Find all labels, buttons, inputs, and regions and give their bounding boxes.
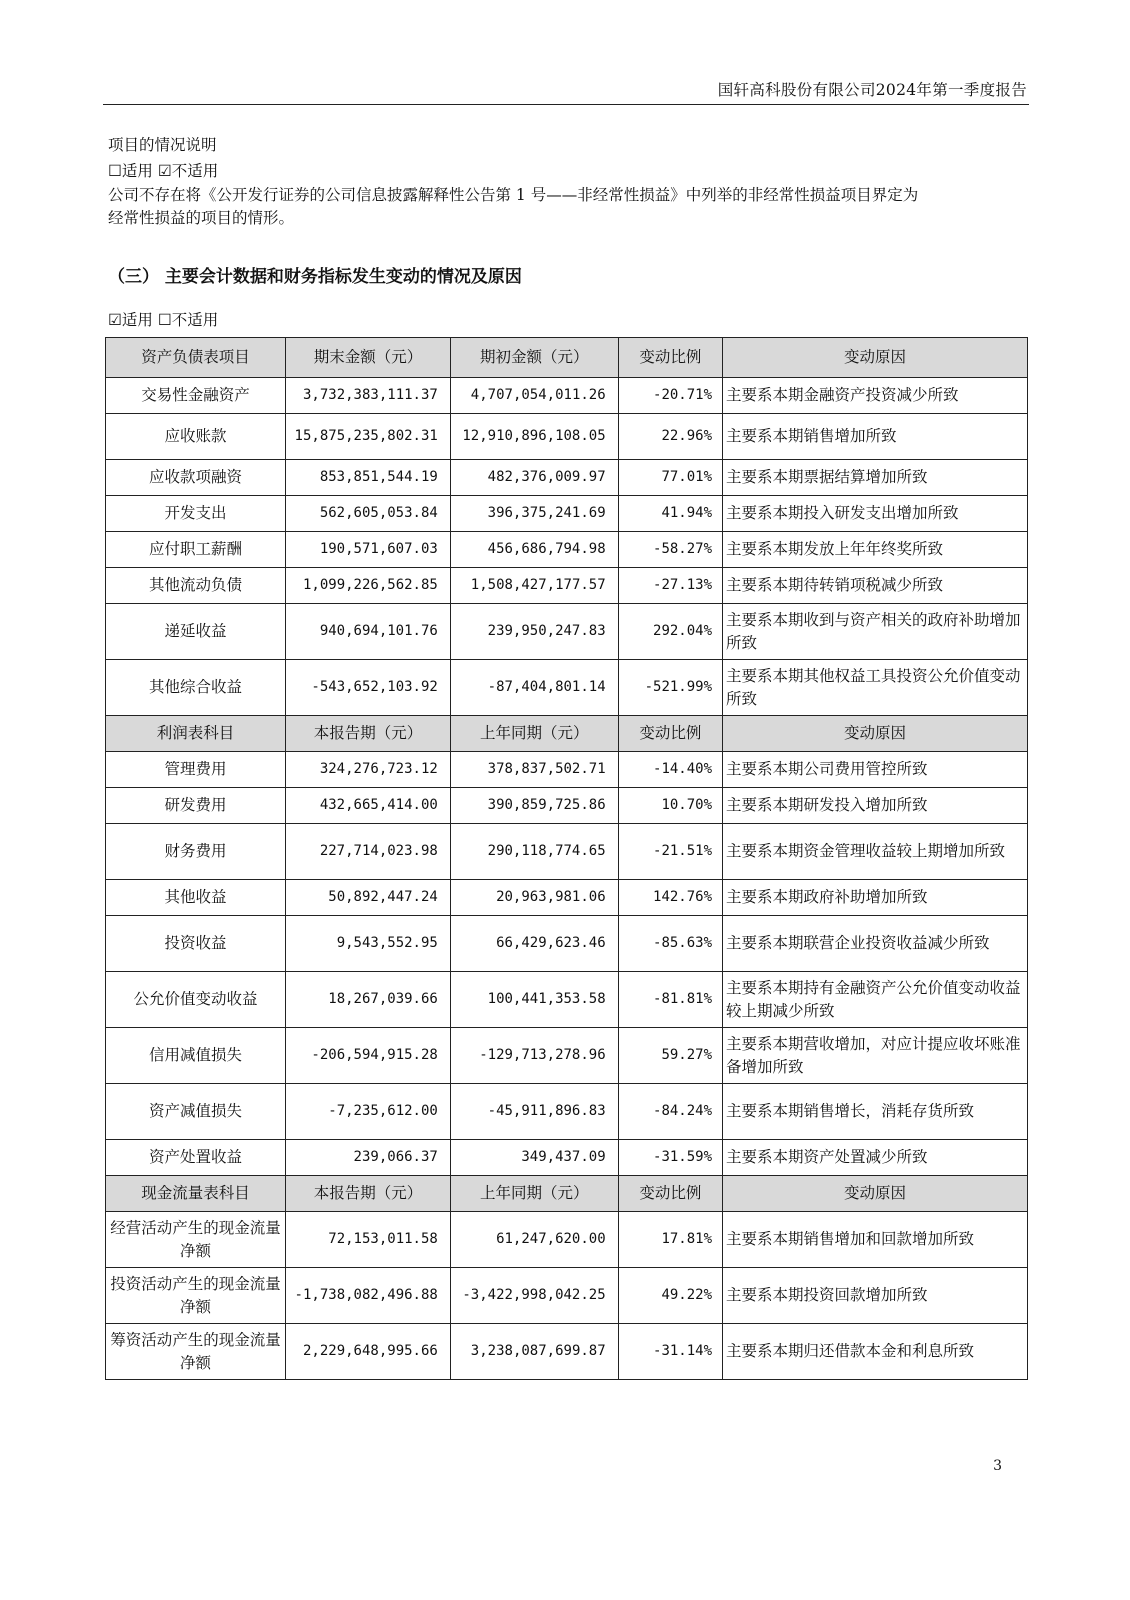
table-header-cell: 上年同期（元） bbox=[450, 716, 618, 752]
report-header-title: 国轩高科股份有限公司2024年第一季度报告 bbox=[717, 81, 1027, 99]
current-amount-cell: 3,732,383,111.37 bbox=[286, 378, 451, 414]
table-header-cell: 变动比例 bbox=[618, 716, 722, 752]
change-reason-cell: 主要系本期政府补助增加所致 bbox=[723, 880, 1028, 916]
table-row bbox=[106, 916, 1028, 972]
table-row bbox=[106, 1212, 1028, 1268]
change-ratio-cell: 41.94% bbox=[618, 496, 722, 532]
item-name-cell: 财务费用 bbox=[106, 824, 286, 880]
change-reason-cell: 主要系本期销售增长，消耗存货所致 bbox=[723, 1084, 1028, 1140]
change-reason-cell: 主要系本期其他权益工具投资公允价值变动所致 bbox=[723, 660, 1028, 716]
change-ratio-cell: -84.24% bbox=[618, 1084, 722, 1140]
prior-amount-cell: 349,437.09 bbox=[450, 1140, 618, 1176]
prior-amount-cell: 396,375,241.69 bbox=[450, 496, 618, 532]
change-reason-cell: 主要系本期待转销项税减少所致 bbox=[723, 568, 1028, 604]
change-ratio-cell: -21.51% bbox=[618, 824, 722, 880]
item-name-cell: 应付职工薪酬 bbox=[106, 532, 286, 568]
current-amount-cell: 18,267,039.66 bbox=[286, 972, 451, 1028]
change-reason-cell: 主要系本期金融资产投资减少所致 bbox=[723, 378, 1028, 414]
page-number: 3 bbox=[993, 1458, 1002, 1474]
table-header-cell: 上年同期（元） bbox=[450, 1176, 618, 1212]
table-header-cell: 变动比例 bbox=[618, 338, 722, 378]
prior-amount-cell: -45,911,896.83 bbox=[450, 1084, 618, 1140]
item-name-cell: 资产减值损失 bbox=[106, 1084, 286, 1140]
change-ratio-cell: 17.81% bbox=[618, 1212, 722, 1268]
item-name-cell: 研发费用 bbox=[106, 788, 286, 824]
change-ratio-cell: -31.14% bbox=[618, 1324, 722, 1380]
change-ratio-cell: -58.27% bbox=[618, 532, 722, 568]
prior-amount-cell: 12,910,896,108.05 bbox=[450, 414, 618, 460]
current-amount-cell: 562,605,053.84 bbox=[286, 496, 451, 532]
change-reason-cell: 主要系本期资金管理收益较上期增加所致 bbox=[723, 824, 1028, 880]
section-checkbox-line: ☑适用 ☐不适用 bbox=[108, 311, 219, 329]
table-header-cell: 期末金额（元） bbox=[286, 338, 451, 378]
item-name-cell: 投资活动产生的现金流量净额 bbox=[106, 1268, 286, 1324]
current-amount-cell: 72,153,011.58 bbox=[286, 1212, 451, 1268]
table-row bbox=[106, 752, 1028, 788]
table-header-cell: 变动比例 bbox=[618, 1176, 722, 1212]
prior-amount-cell: 390,859,725.86 bbox=[450, 788, 618, 824]
item-name-cell: 公允价值变动收益 bbox=[106, 972, 286, 1028]
prior-amount-cell: 66,429,623.46 bbox=[450, 916, 618, 972]
table-row bbox=[106, 1140, 1028, 1176]
table-row bbox=[106, 496, 1028, 532]
current-amount-cell: 227,714,023.98 bbox=[286, 824, 451, 880]
table-header-cell: 变动原因 bbox=[723, 1176, 1028, 1212]
change-reason-cell: 主要系本期联营企业投资收益减少所致 bbox=[723, 916, 1028, 972]
table-row bbox=[106, 414, 1028, 460]
change-ratio-cell: 49.22% bbox=[618, 1268, 722, 1324]
financial-changes-table bbox=[105, 337, 1028, 1380]
prior-amount-cell: 1,508,427,177.57 bbox=[450, 568, 618, 604]
item-name-cell: 其他流动负债 bbox=[106, 568, 286, 604]
table-row bbox=[106, 880, 1028, 916]
item-name-cell: 应收款项融资 bbox=[106, 460, 286, 496]
current-amount-cell: 239,066.37 bbox=[286, 1140, 451, 1176]
current-amount-cell: 853,851,544.19 bbox=[286, 460, 451, 496]
item-name-cell: 经营活动产生的现金流量净额 bbox=[106, 1212, 286, 1268]
table-row bbox=[106, 1268, 1028, 1324]
change-reason-cell: 主要系本期公司费用管控所致 bbox=[723, 752, 1028, 788]
table-header-cell: 期初金额（元） bbox=[450, 338, 618, 378]
current-amount-cell: 1,099,226,562.85 bbox=[286, 568, 451, 604]
change-reason-cell: 主要系本期投入研发支出增加所致 bbox=[723, 496, 1028, 532]
table-row bbox=[106, 788, 1028, 824]
item-name-cell: 开发支出 bbox=[106, 496, 286, 532]
change-ratio-cell: 22.96% bbox=[618, 414, 722, 460]
prior-amount-cell: 378,837,502.71 bbox=[450, 752, 618, 788]
prior-amount-cell: 290,118,774.65 bbox=[450, 824, 618, 880]
table-header-cell: 利润表科目 bbox=[106, 716, 286, 752]
cash-flow-header-row bbox=[106, 1176, 1028, 1212]
prior-amount-cell: 3,238,087,699.87 bbox=[450, 1324, 618, 1380]
table-header-cell: 资产负债表项目 bbox=[106, 338, 286, 378]
prior-amount-cell: -87,404,801.14 bbox=[450, 660, 618, 716]
change-reason-cell: 主要系本期票据结算增加所致 bbox=[723, 460, 1028, 496]
prior-amount-cell: -3,422,998,042.25 bbox=[450, 1268, 618, 1324]
change-reason-cell: 主要系本期资产处置减少所致 bbox=[723, 1140, 1028, 1176]
current-amount-cell: -543,652,103.92 bbox=[286, 660, 451, 716]
table-row bbox=[106, 824, 1028, 880]
prior-amount-cell: -129,713,278.96 bbox=[450, 1028, 618, 1084]
current-amount-cell: 9,543,552.95 bbox=[286, 916, 451, 972]
current-amount-cell: -1,738,082,496.88 bbox=[286, 1268, 451, 1324]
item-name-cell: 投资收益 bbox=[106, 916, 286, 972]
prior-amount-cell: 20,963,981.06 bbox=[450, 880, 618, 916]
item-name-cell: 递延收益 bbox=[106, 604, 286, 660]
table-row bbox=[106, 1028, 1028, 1084]
table-row bbox=[106, 604, 1028, 660]
change-ratio-cell: -20.71% bbox=[618, 378, 722, 414]
prior-amount-cell: 4,707,054,011.26 bbox=[450, 378, 618, 414]
change-ratio-cell: -14.40% bbox=[618, 752, 722, 788]
prior-amount-cell: 482,376,009.97 bbox=[450, 460, 618, 496]
change-ratio-cell: 10.70% bbox=[618, 788, 722, 824]
prior-amount-cell: 456,686,794.98 bbox=[450, 532, 618, 568]
change-ratio-cell: 77.01% bbox=[618, 460, 722, 496]
item-name-cell: 筹资活动产生的现金流量净额 bbox=[106, 1324, 286, 1380]
current-amount-cell: 432,665,414.00 bbox=[286, 788, 451, 824]
intro-line-1: 项目的情况说明 bbox=[108, 136, 217, 154]
intro-checkbox-line: ☐适用 ☑不适用 bbox=[108, 162, 219, 180]
current-amount-cell: 190,571,607.03 bbox=[286, 532, 451, 568]
change-reason-cell: 主要系本期发放上年年终奖所致 bbox=[723, 532, 1028, 568]
table-row bbox=[106, 460, 1028, 496]
change-reason-cell: 主要系本期归还借款本金和利息所致 bbox=[723, 1324, 1028, 1380]
table-row bbox=[106, 1084, 1028, 1140]
change-reason-cell: 主要系本期收到与资产相关的政府补助增加所致 bbox=[723, 604, 1028, 660]
intro-line-3: 公司不存在将《公开发行证券的公司信息披露解释性公告第 1 号——非经常性损益》中列举的非经常性损益项目界定为 bbox=[108, 186, 919, 204]
change-reason-cell: 主要系本期销售增加和回款增加所致 bbox=[723, 1212, 1028, 1268]
item-name-cell: 资产处置收益 bbox=[106, 1140, 286, 1176]
change-ratio-cell: 292.04% bbox=[618, 604, 722, 660]
prior-amount-cell: 239,950,247.83 bbox=[450, 604, 618, 660]
change-ratio-cell: -31.59% bbox=[618, 1140, 722, 1176]
change-reason-cell: 主要系本期销售增加所致 bbox=[723, 414, 1028, 460]
prior-amount-cell: 61,247,620.00 bbox=[450, 1212, 618, 1268]
change-ratio-cell: -85.63% bbox=[618, 916, 722, 972]
item-name-cell: 应收账款 bbox=[106, 414, 286, 460]
prior-amount-cell: 100,441,353.58 bbox=[450, 972, 618, 1028]
change-ratio-cell: -521.99% bbox=[618, 660, 722, 716]
table-row bbox=[106, 378, 1028, 414]
item-name-cell: 其他收益 bbox=[106, 880, 286, 916]
item-name-cell: 管理费用 bbox=[106, 752, 286, 788]
table-header-cell: 现金流量表科目 bbox=[106, 1176, 286, 1212]
table-header-cell: 本报告期（元） bbox=[286, 1176, 451, 1212]
change-ratio-cell: -27.13% bbox=[618, 568, 722, 604]
change-reason-cell: 主要系本期投资回款增加所致 bbox=[723, 1268, 1028, 1324]
balance-sheet-header-row bbox=[106, 338, 1028, 378]
current-amount-cell: 940,694,101.76 bbox=[286, 604, 451, 660]
table-row bbox=[106, 972, 1028, 1028]
current-amount-cell: 15,875,235,802.31 bbox=[286, 414, 451, 460]
change-reason-cell: 主要系本期营收增加，对应计提应收坏账准备增加所致 bbox=[723, 1028, 1028, 1084]
change-ratio-cell: -81.81% bbox=[618, 972, 722, 1028]
current-amount-cell: -7,235,612.00 bbox=[286, 1084, 451, 1140]
current-amount-cell: 50,892,447.24 bbox=[286, 880, 451, 916]
header-divider bbox=[103, 104, 1029, 105]
table-header-cell: 变动原因 bbox=[723, 338, 1028, 378]
income-statement-header-row bbox=[106, 716, 1028, 752]
change-ratio-cell: 142.76% bbox=[618, 880, 722, 916]
table-header-cell: 本报告期（元） bbox=[286, 716, 451, 752]
change-reason-cell: 主要系本期持有金融资产公允价值变动收益较上期减少所致 bbox=[723, 972, 1028, 1028]
current-amount-cell: 324,276,723.12 bbox=[286, 752, 451, 788]
change-ratio-cell: 59.27% bbox=[618, 1028, 722, 1084]
table-row bbox=[106, 1324, 1028, 1380]
change-reason-cell: 主要系本期研发投入增加所致 bbox=[723, 788, 1028, 824]
table-row bbox=[106, 568, 1028, 604]
section-title: （三） 主要会计数据和财务指标发生变动的情况及原因 bbox=[108, 267, 522, 287]
item-name-cell: 其他综合收益 bbox=[106, 660, 286, 716]
intro-line-4: 经常性损益的项目的情形。 bbox=[108, 209, 295, 227]
current-amount-cell: 2,229,648,995.66 bbox=[286, 1324, 451, 1380]
table-row bbox=[106, 532, 1028, 568]
item-name-cell: 信用减值损失 bbox=[106, 1028, 286, 1084]
current-amount-cell: -206,594,915.28 bbox=[286, 1028, 451, 1084]
table-header-cell: 变动原因 bbox=[723, 716, 1028, 752]
item-name-cell: 交易性金融资产 bbox=[106, 378, 286, 414]
table-row bbox=[106, 660, 1028, 716]
